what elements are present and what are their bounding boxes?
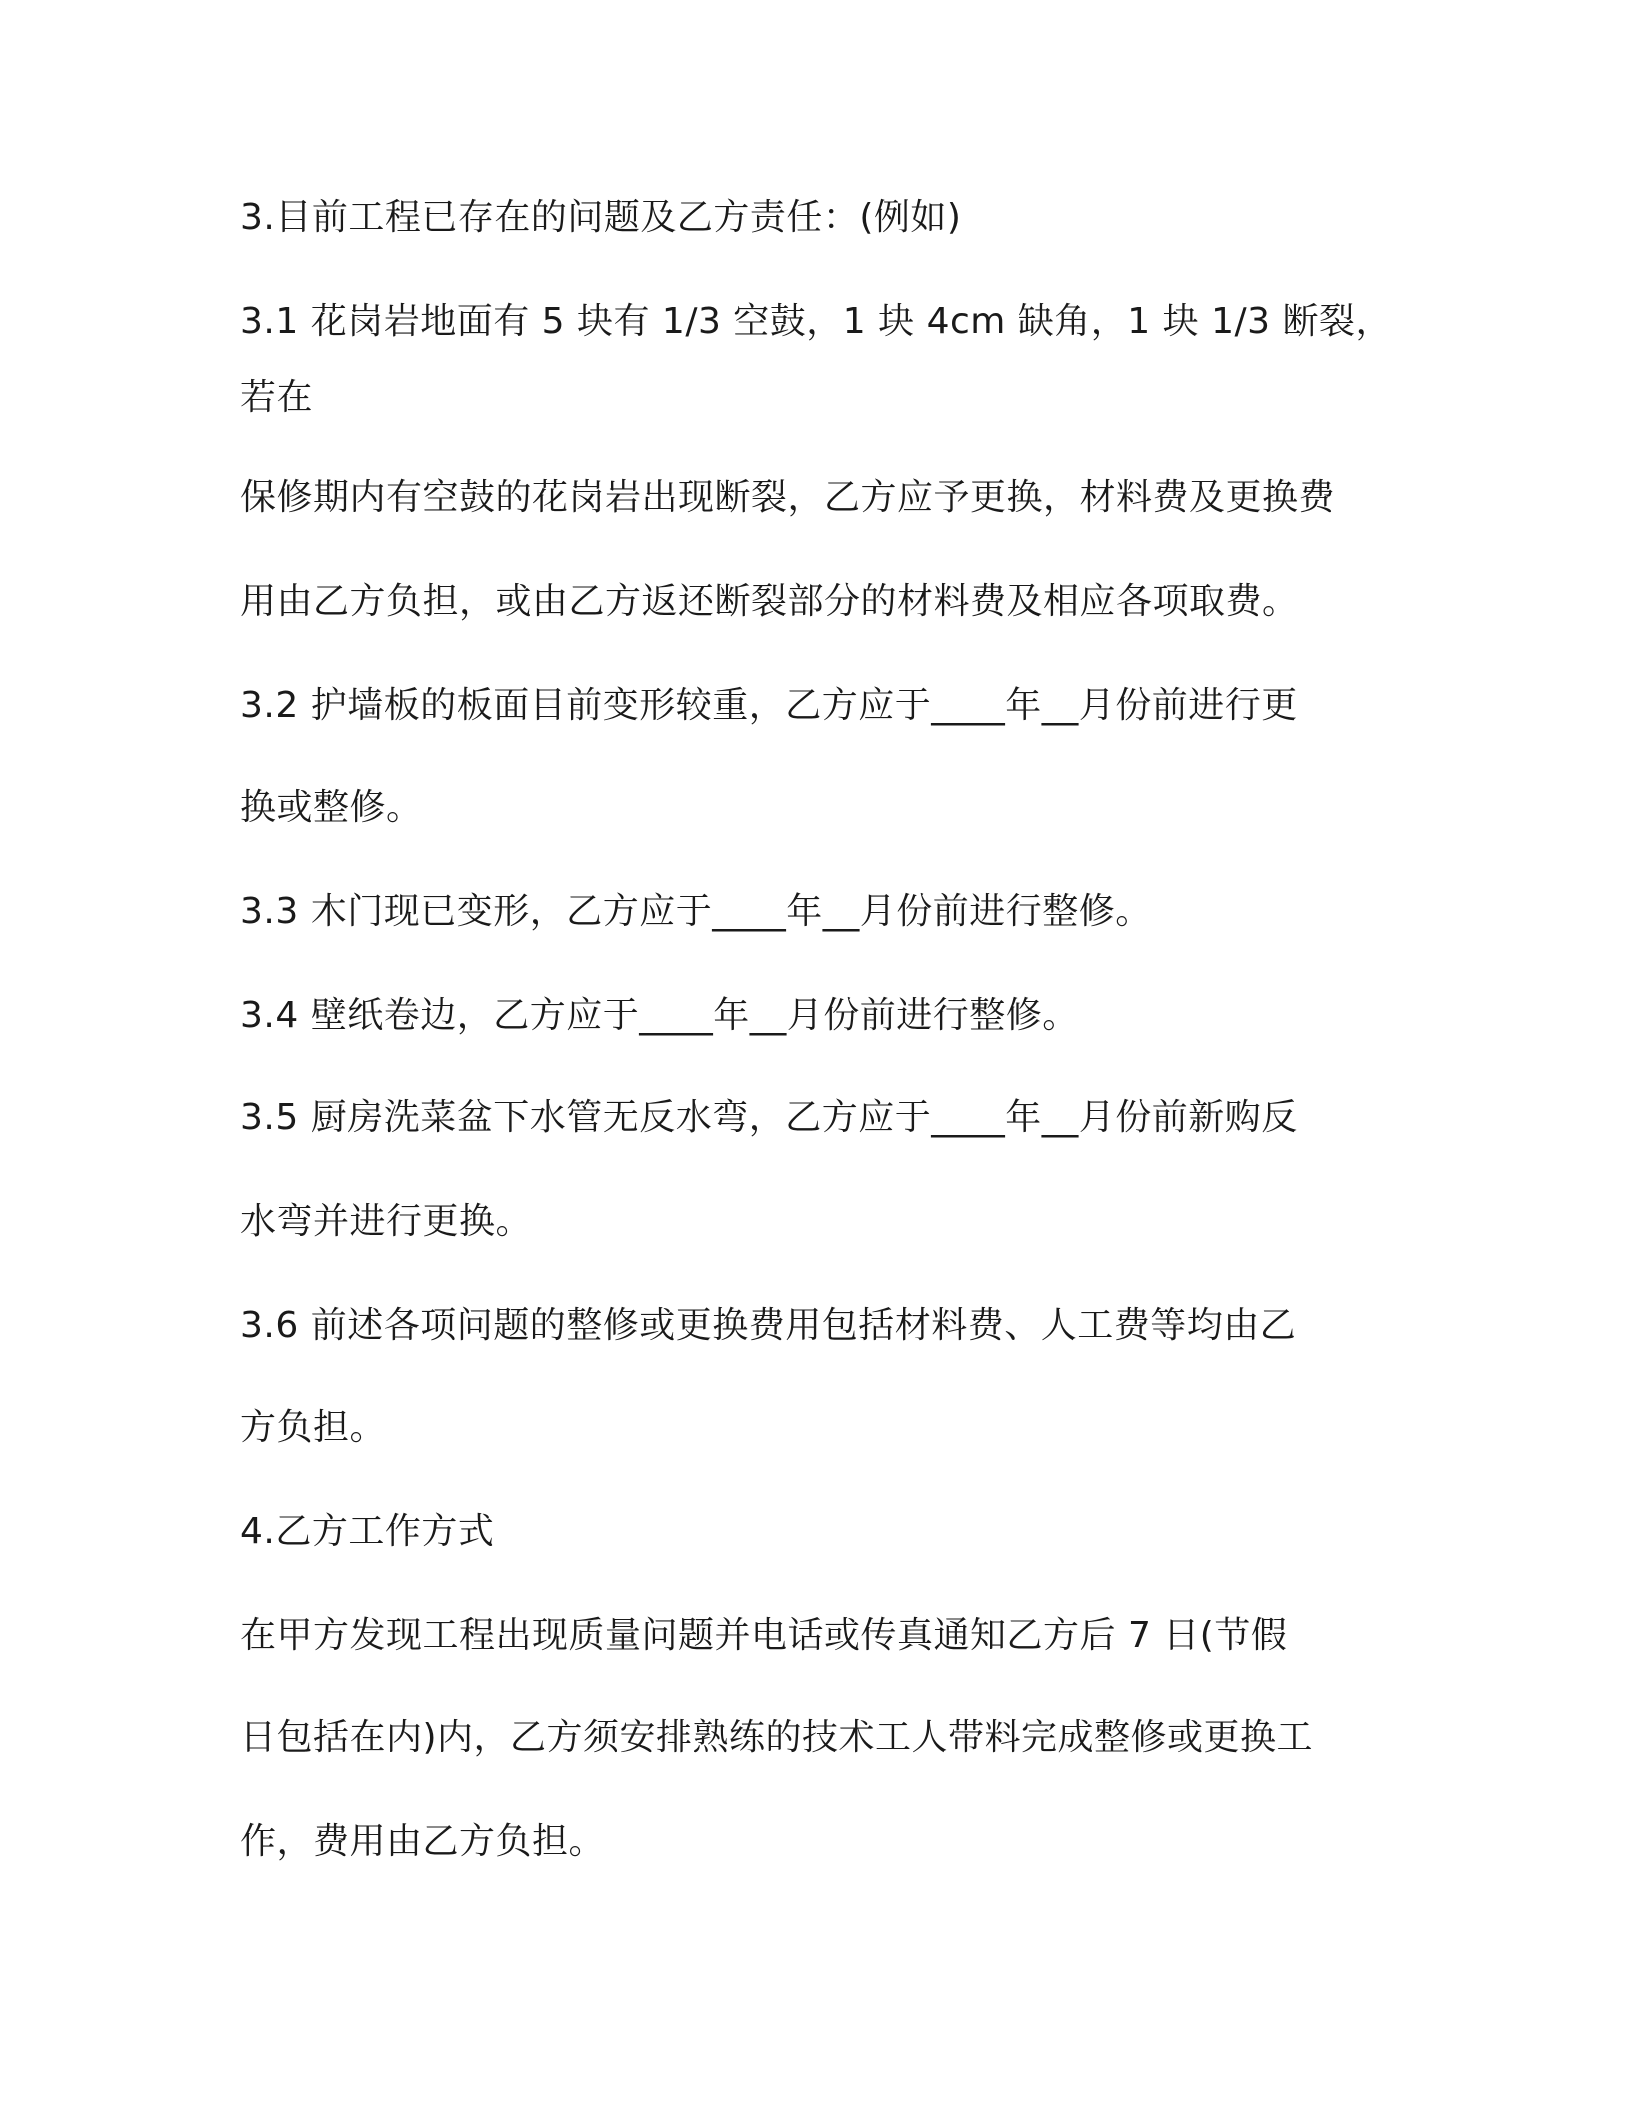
clause-3-1-line-3: 保修期内有空鼓的花岗岩出现断裂，乙方应予更换，材料费及更换费: [240, 477, 1336, 518]
section-4-heading: 4.乙方工作方式: [240, 1511, 495, 1552]
clause-3-4: 3.4 壁纸卷边，乙方应于____年__月份前进行整修。: [240, 995, 1079, 1036]
section-3-heading: 3.目前工程已存在的问题及乙方责任：(例如): [240, 197, 962, 238]
clause-3-6-line-2: 方负担。: [240, 1407, 387, 1448]
clause-3-2-line-2: 换或整修。: [240, 787, 423, 828]
section-4-line-1: 在甲方发现工程出现质量问题并电话或传真通知乙方后 7 日(节假: [240, 1615, 1288, 1656]
clause-3-6-line-1: 3.6 前述各项问题的整修或更换费用包括材料费、人工费等均由乙: [240, 1305, 1297, 1346]
clause-3-3: 3.3 木门现已变形，乙方应于____年__月份前进行整修。: [240, 891, 1152, 932]
section-4-line-2: 日包括在内)内，乙方须安排熟练的技术工人带料完成整修或更换工: [240, 1717, 1314, 1758]
clause-3-5-line-2: 水弯并进行更换。: [240, 1201, 533, 1242]
clause-3-5-line-1: 3.5 厨房洗菜盆下水管无反水弯，乙方应于____年__月份前新购反: [240, 1097, 1298, 1138]
clause-3-1-line-2: 若在: [240, 377, 314, 418]
section-4-line-3: 作，费用由乙方负担。: [240, 1821, 606, 1862]
clause-3-1-line-4: 用由乙方负担，或由乙方返还断裂部分的材料费及相应各项取费。: [240, 581, 1299, 622]
clause-3-1-line-1: 3.1 花岗岩地面有 5 块有 1/3 空鼓，1 块 4cm 缺角，1 块 1/3 断裂，: [240, 301, 1392, 342]
clause-3-2-line-1: 3.2 护墙板的板面目前变形较重，乙方应于____年__月份前进行更: [240, 685, 1298, 726]
